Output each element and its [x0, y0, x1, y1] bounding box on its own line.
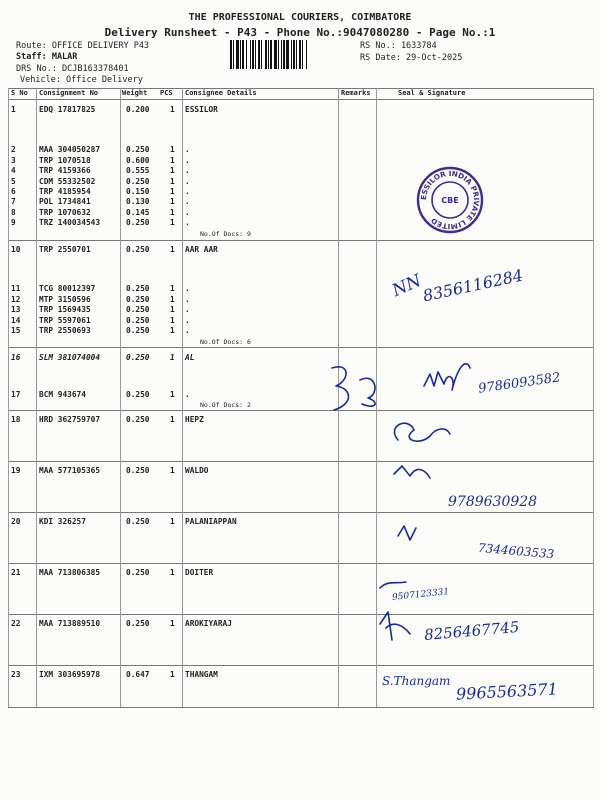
- row-weight: 0.555: [126, 166, 150, 175]
- row-consignment-no: SLM 381074004: [39, 353, 101, 362]
- row-pcs: 1: [170, 295, 175, 304]
- row-pcs: 1: [170, 208, 175, 217]
- row-sno: 3: [11, 156, 16, 165]
- row-consignment-no: HRD 362759707: [39, 415, 101, 424]
- row-sno: 12: [11, 295, 21, 304]
- row-consignment-no: TCG 80012397: [39, 284, 96, 293]
- row-pcs: 1: [170, 517, 175, 526]
- row-sno: 22: [11, 619, 21, 628]
- row-consignment-no: MAA 577105365: [39, 466, 101, 475]
- row-weight: 0.250: [126, 305, 150, 314]
- row-pcs: 1: [170, 197, 175, 206]
- row-sno: 1: [11, 105, 16, 114]
- row-sno: 5: [11, 177, 16, 186]
- row-consignment-no: TRP 5597061: [39, 316, 91, 325]
- row-consignee: .: [185, 187, 190, 196]
- row-consignee: WALDO: [185, 466, 209, 475]
- row-sno: 4: [11, 166, 16, 175]
- row-consignment-no: TRP 1569435: [39, 305, 91, 314]
- row-pcs: 1: [170, 177, 175, 186]
- row-consignment-no: MTP 3150596: [39, 295, 91, 304]
- row-consignee: .: [185, 305, 190, 314]
- row-pcs: 1: [170, 305, 175, 314]
- row-pcs: 1: [170, 218, 175, 227]
- row-weight: 0.250: [126, 390, 150, 399]
- row-consignee: .: [185, 326, 190, 335]
- row-consignment-no: TRP 2550693: [39, 326, 91, 335]
- row-sno: 17: [11, 390, 21, 399]
- row-consignment-no: KDI 326257: [39, 517, 86, 526]
- route-label: Route: OFFICE DELIVERY P43: [16, 41, 150, 51]
- row-consignee: .: [185, 166, 190, 175]
- row-weight: 0.250: [126, 517, 150, 526]
- rs-date: RS Date: 29-Oct-2025: [360, 53, 463, 63]
- row-consignment-no: TRP 1070518: [39, 156, 91, 165]
- drs-number: DRS No.: DCJB163378401: [16, 64, 129, 74]
- row-pcs: 1: [170, 390, 175, 399]
- row-pcs: 1: [170, 415, 175, 424]
- row-weight: 0.250: [126, 568, 150, 577]
- row-consignee: .: [185, 208, 190, 217]
- handwritten-signature: NN: [389, 270, 425, 302]
- row-consignment-no: CDM 55332502: [39, 177, 96, 186]
- row-weight: 0.150: [126, 187, 150, 196]
- row-weight: 0.200: [126, 105, 150, 114]
- row-weight: 0.250: [126, 284, 150, 293]
- row-consignee: .: [185, 284, 190, 293]
- row-consignee: AROKIYARAJ: [185, 619, 232, 628]
- row-consignee: .: [185, 145, 190, 154]
- row-pcs: 1: [170, 619, 175, 628]
- row-weight: 0.250: [126, 245, 150, 254]
- row-pcs: 1: [170, 326, 175, 335]
- row-pcs: 1: [170, 353, 175, 362]
- row-pcs: 1: [170, 316, 175, 325]
- handwritten-name: S.Thangam: [382, 674, 451, 688]
- row-sno: 18: [11, 415, 21, 424]
- handwritten-phone: 8256467745: [423, 617, 521, 645]
- staff-label: Staff: MALAR: [16, 52, 78, 62]
- row-consignment-no: MAA 304050287: [39, 145, 101, 154]
- handwritten-phone: 8356116284: [421, 265, 525, 306]
- row-sno: 6: [11, 187, 16, 196]
- row-sno: 2: [11, 145, 16, 154]
- row-weight: 0.250: [126, 619, 150, 628]
- docs-count: No.Of Docs: 6: [200, 338, 251, 346]
- row-consignee: AAR AAR: [185, 245, 218, 254]
- docs-count: No.Of Docs: 2: [200, 401, 251, 409]
- col-header-consignment: Consignment No: [39, 89, 99, 97]
- row-sno: 9: [11, 218, 16, 227]
- col-header-sno: S No: [11, 89, 28, 97]
- row-consignee: PALANIAPPAN: [185, 517, 237, 526]
- row-consignee: .: [185, 156, 190, 165]
- row-pcs: 1: [170, 156, 175, 165]
- row-weight: 0.250: [126, 326, 150, 335]
- row-weight: 0.250: [126, 145, 150, 154]
- row-consignment-no: BCM 943674: [39, 390, 86, 399]
- row-weight: 0.647: [126, 670, 150, 679]
- docs-count: No.Of Docs: 9: [200, 230, 251, 238]
- row-consignee: ESSILOR: [185, 105, 218, 114]
- row-sno: 13: [11, 305, 21, 314]
- rs-number: RS No.: 1633784: [360, 41, 437, 51]
- barcode: [230, 40, 356, 69]
- row-pcs: 1: [170, 466, 175, 475]
- col-header-pcs: PCS: [160, 89, 173, 97]
- col-header-consignee: Consignee Details: [185, 89, 257, 97]
- row-weight: 0.250: [126, 316, 150, 325]
- company-seal-stamp: [416, 166, 484, 234]
- row-sno: 21: [11, 568, 21, 577]
- row-consignment-no: EDQ 17817825: [39, 105, 96, 114]
- handwritten-phone: 7344603533: [477, 540, 555, 562]
- row-pcs: 1: [170, 568, 175, 577]
- row-consignee: .: [185, 177, 190, 186]
- row-consignment-no: MAA 713806385: [39, 568, 101, 577]
- col-header-weight: Weight: [122, 89, 148, 97]
- row-pcs: 1: [170, 670, 175, 679]
- col-header-remarks: Remarks: [341, 89, 371, 97]
- svg-text:CBE: CBE: [441, 196, 459, 205]
- row-weight: 0.250: [126, 218, 150, 227]
- row-sno: 15: [11, 326, 21, 335]
- svg-text:ESSILOR INDIA PRIVATE LIMITED: ESSILOR INDIA PRIVATE LIMITED: [418, 168, 482, 232]
- row-weight: 0.250: [126, 353, 150, 362]
- row-pcs: 1: [170, 145, 175, 154]
- row-weight: 0.250: [126, 295, 150, 304]
- row-consignment-no: MAA 713889510: [39, 619, 101, 628]
- row-consignee: HEPZ: [185, 415, 204, 424]
- row-weight: 0.250: [126, 415, 150, 424]
- row-pcs: 1: [170, 187, 175, 196]
- row-consignee: AL: [185, 353, 195, 362]
- barcode-bar: [307, 40, 309, 69]
- row-consignee: .: [185, 295, 190, 304]
- row-consignee: .: [185, 390, 190, 399]
- company-title: THE PROFESSIONAL COURIERS, COIMBATORE: [188, 12, 412, 23]
- row-consignment-no: POL 1734841: [39, 197, 91, 206]
- row-sno: 16: [11, 353, 21, 362]
- handwritten-phone: 9789630928: [448, 494, 538, 510]
- row-consignee: .: [185, 218, 190, 227]
- row-weight: 0.145: [126, 208, 150, 217]
- handwritten-phone: 9507123331: [391, 587, 450, 603]
- row-weight: 0.250: [126, 466, 150, 475]
- runsheet-subtitle: Delivery Runsheet - P43 - Phone No.:9047080280 - Page No.:1: [104, 26, 496, 39]
- row-sno: 11: [11, 284, 21, 293]
- row-pcs: 1: [170, 284, 175, 293]
- row-consignment-no: TRP 4159366: [39, 166, 91, 175]
- row-consignee: THANGAM: [185, 670, 218, 679]
- row-sno: 10: [11, 245, 21, 254]
- row-sno: 14: [11, 316, 21, 325]
- vehicle-label: Vehicle: Office Delivery: [20, 75, 143, 85]
- row-pcs: 1: [170, 245, 175, 254]
- row-weight: 0.250: [126, 177, 150, 186]
- row-consignment-no: IXM 303695978: [39, 670, 101, 679]
- row-consignee: .: [185, 197, 190, 206]
- row-sno: 23: [11, 670, 21, 679]
- handwritten-phone: 9786093582: [477, 370, 562, 397]
- col-header-seal: Seal & Signature: [398, 89, 466, 97]
- row-consignment-no: TRP 4185954: [39, 187, 91, 196]
- row-sno: 8: [11, 208, 16, 217]
- row-sno: 19: [11, 466, 21, 475]
- handwritten-phone: 9965563571: [455, 679, 559, 704]
- row-consignee: .: [185, 316, 190, 325]
- row-consignee: DOITER: [185, 568, 214, 577]
- row-sno: 20: [11, 517, 21, 526]
- row-pcs: 1: [170, 166, 175, 175]
- row-weight: 0.600: [126, 156, 150, 165]
- row-consignment-no: TRP 2550701: [39, 245, 91, 254]
- runsheet-table: [8, 88, 594, 708]
- row-consignment-no: TRZ 140034543: [39, 218, 101, 227]
- row-pcs: 1: [170, 105, 175, 114]
- row-weight: 0.130: [126, 197, 150, 206]
- row-sno: 7: [11, 197, 16, 206]
- row-consignment-no: TRP 1070632: [39, 208, 91, 217]
